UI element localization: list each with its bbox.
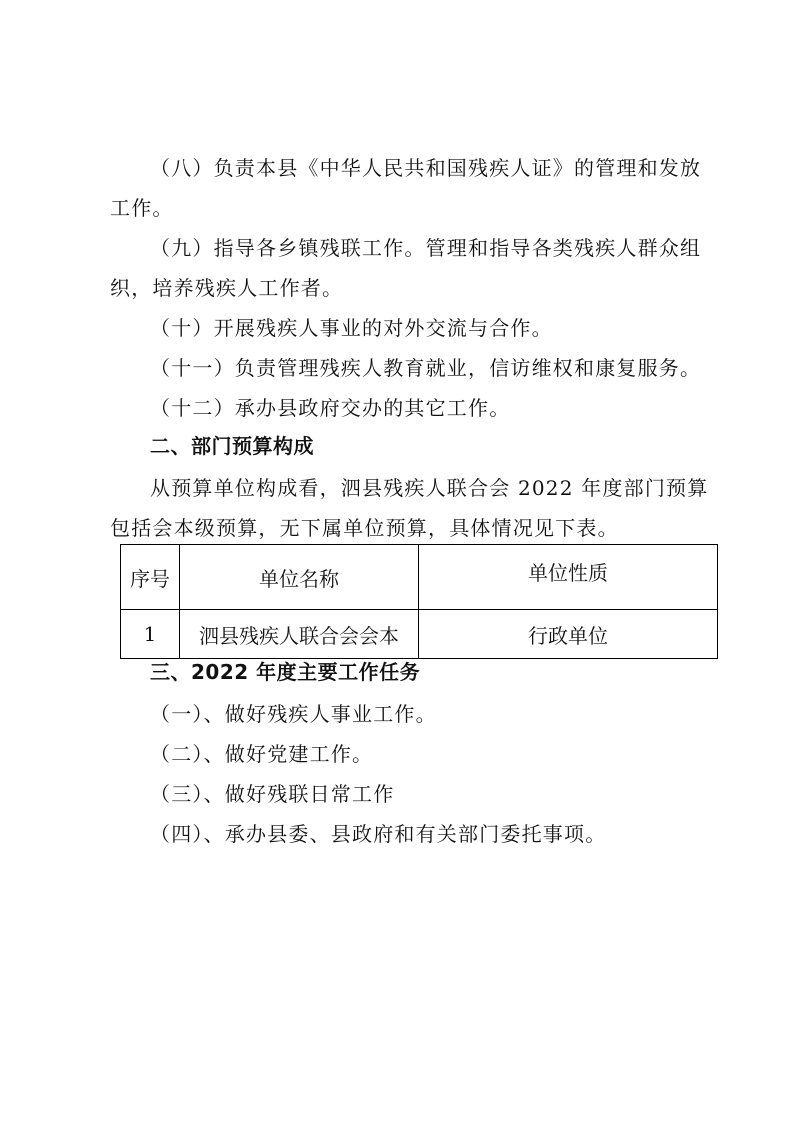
task-item-3: （三）、做好残联日常工作 [150, 782, 395, 806]
duty-10: （十）开展残疾人事业的对外交流与合作。 [150, 316, 553, 340]
section2-para-line2: 包括会本级预算，无下属单位预算，具体情况见下表。 [110, 516, 619, 540]
duty-11: （十一）负责管理残疾人教育就业，信访维权和康复服务。 [150, 356, 702, 380]
section2-para-line1: 从预算单位构成看，泗县残疾人联合会 2022 年度部门预算 [150, 476, 709, 500]
section2-title: 二、部门预算构成 [150, 434, 314, 458]
duty-8-line1: （八）负责本县《中华人民共和国残疾人证》的管理和发放 [150, 156, 702, 180]
duty-9-line1: （九）指导各乡镇残联工作。管理和指导各类残疾人群众组 [150, 236, 702, 260]
table-row [121, 610, 718, 659]
task-item-1: （一）、做好残疾人事业工作。 [150, 702, 437, 726]
cell-index: 1 [121, 610, 180, 659]
duty-8-line2: 工作。 [110, 196, 174, 220]
duty-9-line2: 织，培养残疾人工作者。 [110, 276, 344, 300]
cell-unit-type: 行政单位 [419, 610, 718, 659]
header-unit-name: 单位名称 [180, 545, 419, 610]
budget-unit-table [120, 544, 718, 659]
header-index: 序号 [121, 545, 180, 610]
task-item-2: （二）、做好党建工作。 [150, 742, 374, 766]
table-header-row [121, 545, 718, 610]
task-item-4: （四）、承办县委、县政府和有关部门委托事项。 [150, 822, 607, 846]
duty-12: （十二）承办县政府交办的其它工作。 [150, 396, 511, 420]
section3-title: 三、2022 年度主要工作任务 [150, 660, 421, 684]
header-unit-type: 单位性质 [419, 545, 718, 610]
cell-unit-name: 泗县残疾人联合会会本 [180, 610, 419, 659]
